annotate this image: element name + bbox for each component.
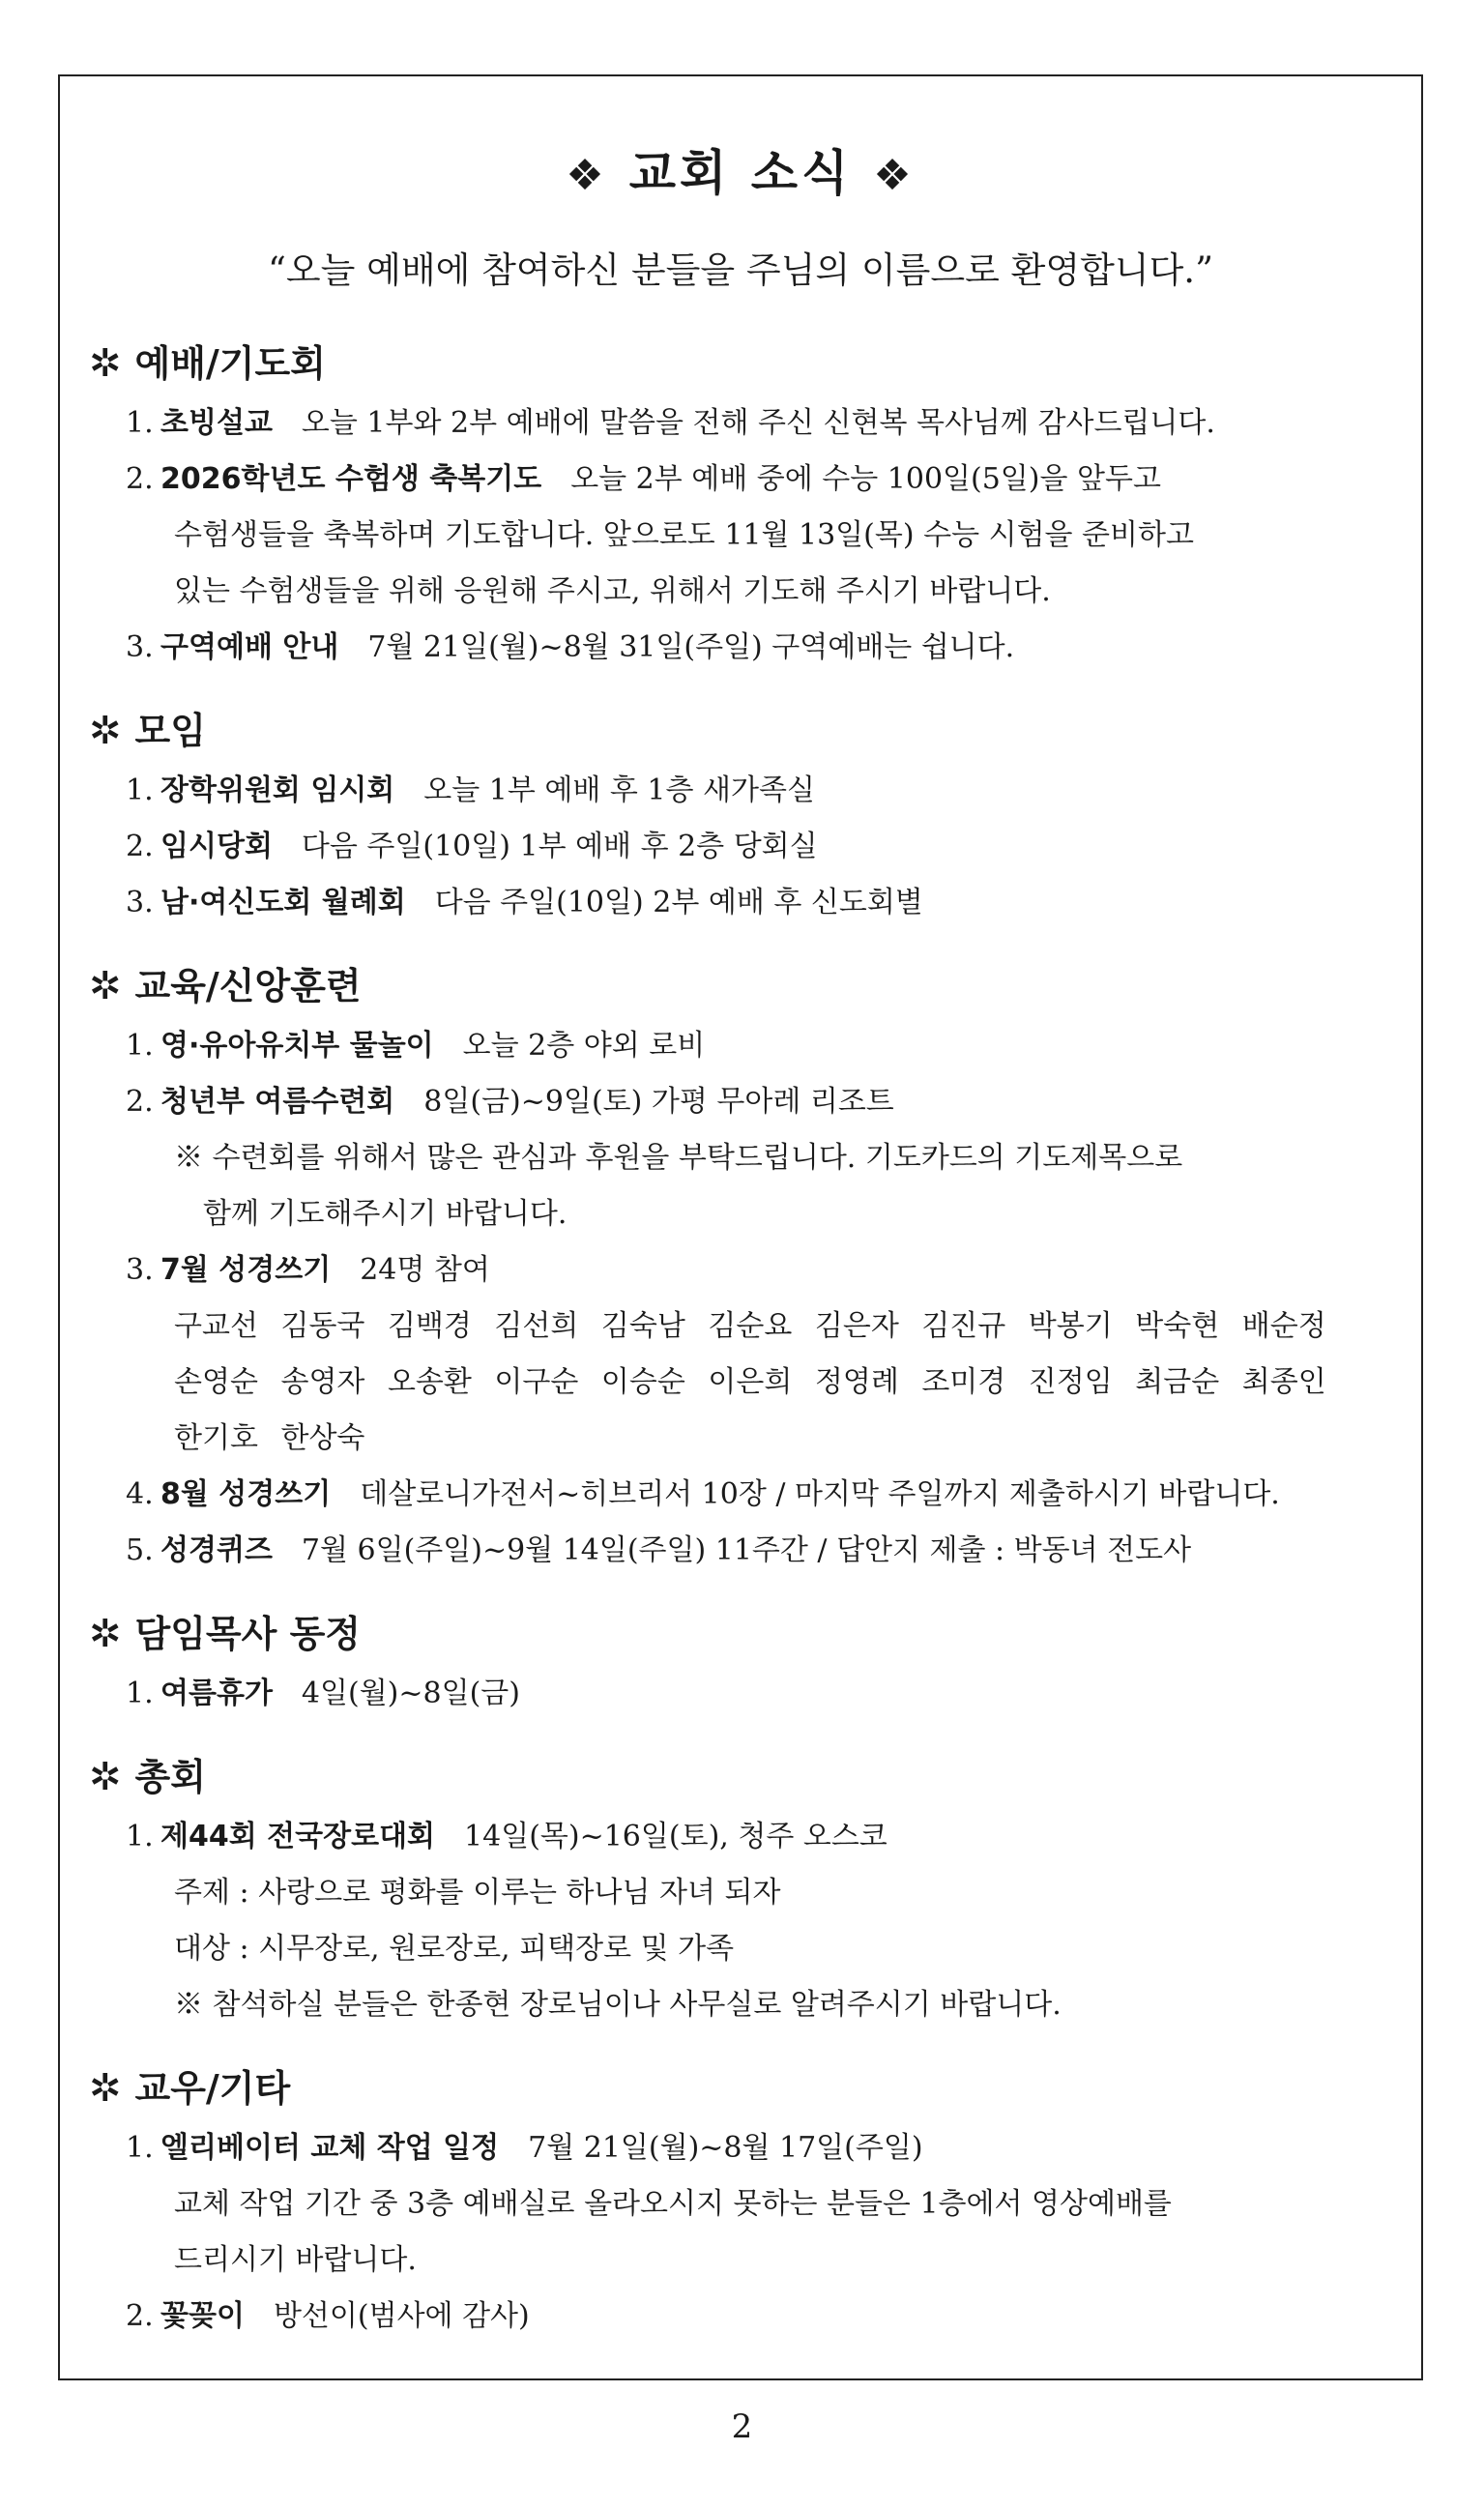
item-label: 초빙설교 bbox=[160, 406, 273, 440]
section-heading bbox=[89, 960, 1394, 1012]
item-text: 24명 참여 bbox=[360, 1253, 490, 1287]
item-number: 1. bbox=[126, 1029, 154, 1063]
section-heading-text: 담임목사 동정 bbox=[134, 1613, 361, 1655]
asterisk-icon: ✲ bbox=[89, 1755, 122, 1799]
participant-names: 구교선 김동국 김백경 김선희 김숙남 김순요 김은자 김진규 박봉기 박숙현 배순정 bbox=[174, 1309, 1326, 1343]
participant-names: 한기호 한상숙 bbox=[174, 1421, 365, 1455]
item-label: 장학위원회 임시회 bbox=[160, 773, 395, 807]
item-note: ※ 수련회를 위해서 많은 관심과 후원을 부탁드립니다. 기도카드의 기도제목으로 bbox=[174, 1141, 1183, 1175]
item-label: 2026학년도 수험생 축복기도 bbox=[160, 462, 542, 496]
item-label: 임시당회 bbox=[160, 830, 273, 863]
item-number: 3. bbox=[126, 886, 154, 919]
section-heading-text: 교우/기타 bbox=[134, 2067, 291, 2110]
item-label: 청년부 여름수련회 bbox=[160, 1085, 395, 1119]
section-heading-text: 모임 bbox=[134, 710, 206, 752]
item-number: 1. bbox=[126, 773, 154, 807]
item-number: 1. bbox=[126, 406, 154, 440]
item-label: 8월 성경쓰기 bbox=[160, 1477, 332, 1511]
item-text: 7월 6일(주일)~9월 14일(주일) 11주간 / 답안지 제출 : 박동녀 전도사 bbox=[301, 1533, 1192, 1567]
section-heading bbox=[89, 705, 1394, 757]
item-label: 성경퀴즈 bbox=[160, 1533, 273, 1567]
section-heading-text: 예배/기도회 bbox=[134, 342, 326, 385]
section bbox=[89, 2062, 1394, 2345]
item-text: 방선이(범사에 감사) bbox=[273, 2299, 530, 2333]
section-heading bbox=[89, 1751, 1394, 1803]
section bbox=[89, 705, 1394, 931]
bulletin-frame bbox=[58, 74, 1423, 2380]
item-number: 4. bbox=[126, 1477, 154, 1511]
item-label: 7월 성경쓰기 bbox=[160, 1253, 332, 1287]
item-text: 7월 21일(월)~8월 17일(주일) bbox=[528, 2131, 923, 2165]
item-text: 오늘 1부 예배 후 1층 새가족실 bbox=[423, 773, 815, 807]
asterisk-icon: ✲ bbox=[89, 1612, 122, 1656]
ornament-icon: ❖ bbox=[873, 151, 916, 200]
item-label: 남·여신도회 월례회 bbox=[160, 886, 406, 919]
item-text: 데살로니가전서~히브리서 10장 / 마지막 주일까지 제출하시기 바랍니다. bbox=[360, 1477, 1280, 1511]
participant-names: 손영순 송영자 오송환 이구순 이승순 이은희 정영례 조미경 진정임 최금순 최종인 bbox=[174, 1365, 1326, 1399]
asterisk-icon: ✲ bbox=[89, 341, 122, 386]
item-continued: 교체 작업 기간 중 3층 예배실로 올라오시지 못하는 분들은 1층에서 영상예배를 bbox=[174, 2187, 1172, 2221]
list-item bbox=[89, 1809, 1394, 1865]
item-continued: 대상 : 시무장로, 원로장로, 피택장로 및 가족 bbox=[174, 1932, 735, 1966]
list-item bbox=[89, 1666, 1394, 1722]
item-label: 영·유아유치부 물놀이 bbox=[160, 1029, 434, 1063]
item-number: 3. bbox=[126, 630, 154, 664]
item-continued: 드리시기 바랍니다. bbox=[174, 2243, 417, 2277]
title-text: 교회 소식 bbox=[628, 145, 853, 201]
item-label: 제44회 전국장로대회 bbox=[160, 1820, 436, 1853]
list-item bbox=[89, 1018, 1394, 1074]
section-heading bbox=[89, 1608, 1394, 1660]
list-item bbox=[89, 395, 1394, 452]
item-label: 꽃꽂이 bbox=[160, 2299, 245, 2333]
item-number: 2. bbox=[126, 830, 154, 863]
list-item bbox=[89, 875, 1394, 931]
list-item bbox=[89, 2289, 1394, 2345]
list-item bbox=[89, 763, 1394, 819]
list-item bbox=[89, 1242, 1394, 1298]
asterisk-icon: ✲ bbox=[89, 964, 122, 1008]
item-number: 2. bbox=[126, 2299, 154, 2333]
section-heading-text: 총회 bbox=[134, 1756, 206, 1798]
section bbox=[89, 1608, 1394, 1722]
news-sections bbox=[89, 337, 1394, 2374]
list-item bbox=[89, 620, 1394, 676]
item-text: 오늘 2층 야외 로비 bbox=[462, 1029, 706, 1063]
item-label: 여름휴가 bbox=[160, 1677, 273, 1710]
item-number: 2. bbox=[126, 1085, 154, 1119]
item-text: 오늘 2부 예배 중에 수능 100일(5일)을 앞두고 bbox=[570, 462, 1161, 496]
item-number: 1. bbox=[126, 2131, 154, 2165]
page-number: 2 bbox=[731, 2407, 753, 2446]
asterisk-icon: ✲ bbox=[89, 709, 122, 753]
item-number: 1. bbox=[126, 1677, 154, 1710]
section-heading bbox=[89, 337, 1394, 390]
item-continued: 있는 수험생들을 위해 응원해 주시고, 위해서 기도해 주시기 바랍니다. bbox=[174, 574, 1051, 608]
item-label: 구역예배 안내 bbox=[160, 630, 339, 664]
item-number: 2. bbox=[126, 462, 154, 496]
section bbox=[89, 337, 1394, 676]
item-number: 5. bbox=[126, 1533, 154, 1567]
item-text: 7월 21일(월)~8월 31일(주일) 구역예배는 쉽니다. bbox=[367, 630, 1015, 664]
list-item bbox=[89, 1467, 1394, 1523]
list-item bbox=[89, 1074, 1394, 1130]
item-note-continued: 함께 기도해주시기 바랍니다. bbox=[203, 1197, 567, 1231]
list-item bbox=[89, 1523, 1394, 1579]
section bbox=[89, 960, 1394, 1579]
item-continued: ※ 참석하실 분들은 한종현 장로님이나 사무실로 알려주시기 바랍니다. bbox=[174, 1988, 1062, 2022]
item-text: 다음 주일(10일) 1부 예배 후 2층 당회실 bbox=[301, 830, 818, 863]
item-text: 8일(금)~9일(토) 가평 무아레 리조트 bbox=[423, 1085, 894, 1119]
item-label: 엘리베이터 교체 작업 일정 bbox=[160, 2131, 500, 2165]
section bbox=[89, 1751, 1394, 2033]
list-item bbox=[89, 819, 1394, 875]
page-title bbox=[60, 134, 1421, 204]
item-text: 다음 주일(10일) 2부 예배 후 신도회별 bbox=[434, 886, 923, 919]
item-continued: 수험생들을 축복하며 기도합니다. 앞으로도 11월 13일(목) 수능 시험을 준비하고 bbox=[174, 518, 1194, 552]
item-number: 3. bbox=[126, 1253, 154, 1287]
item-number: 1. bbox=[126, 1820, 154, 1853]
item-text: 4일(월)~8일(금) bbox=[301, 1677, 520, 1710]
list-item bbox=[89, 2120, 1394, 2176]
list-item bbox=[89, 452, 1394, 508]
section-heading-text: 교육/신앙훈련 bbox=[134, 965, 362, 1007]
item-continued: 주제 : 사랑으로 평화를 이루는 하나님 자녀 되자 bbox=[174, 1876, 781, 1910]
section-heading bbox=[89, 2062, 1394, 2115]
welcome-message: “오늘 예배에 참여하신 분들을 주님의 이름으로 환영합니다.” bbox=[268, 249, 1213, 291]
item-text: 14일(목)~16일(토), 청주 오스코 bbox=[464, 1820, 887, 1853]
asterisk-icon: ✲ bbox=[89, 2066, 122, 2111]
ornament-icon: ❖ bbox=[566, 151, 608, 200]
item-text: 오늘 1부와 2부 예배에 말씀을 전해 주신 신현복 목사님께 감사드립니다. bbox=[301, 406, 1215, 440]
